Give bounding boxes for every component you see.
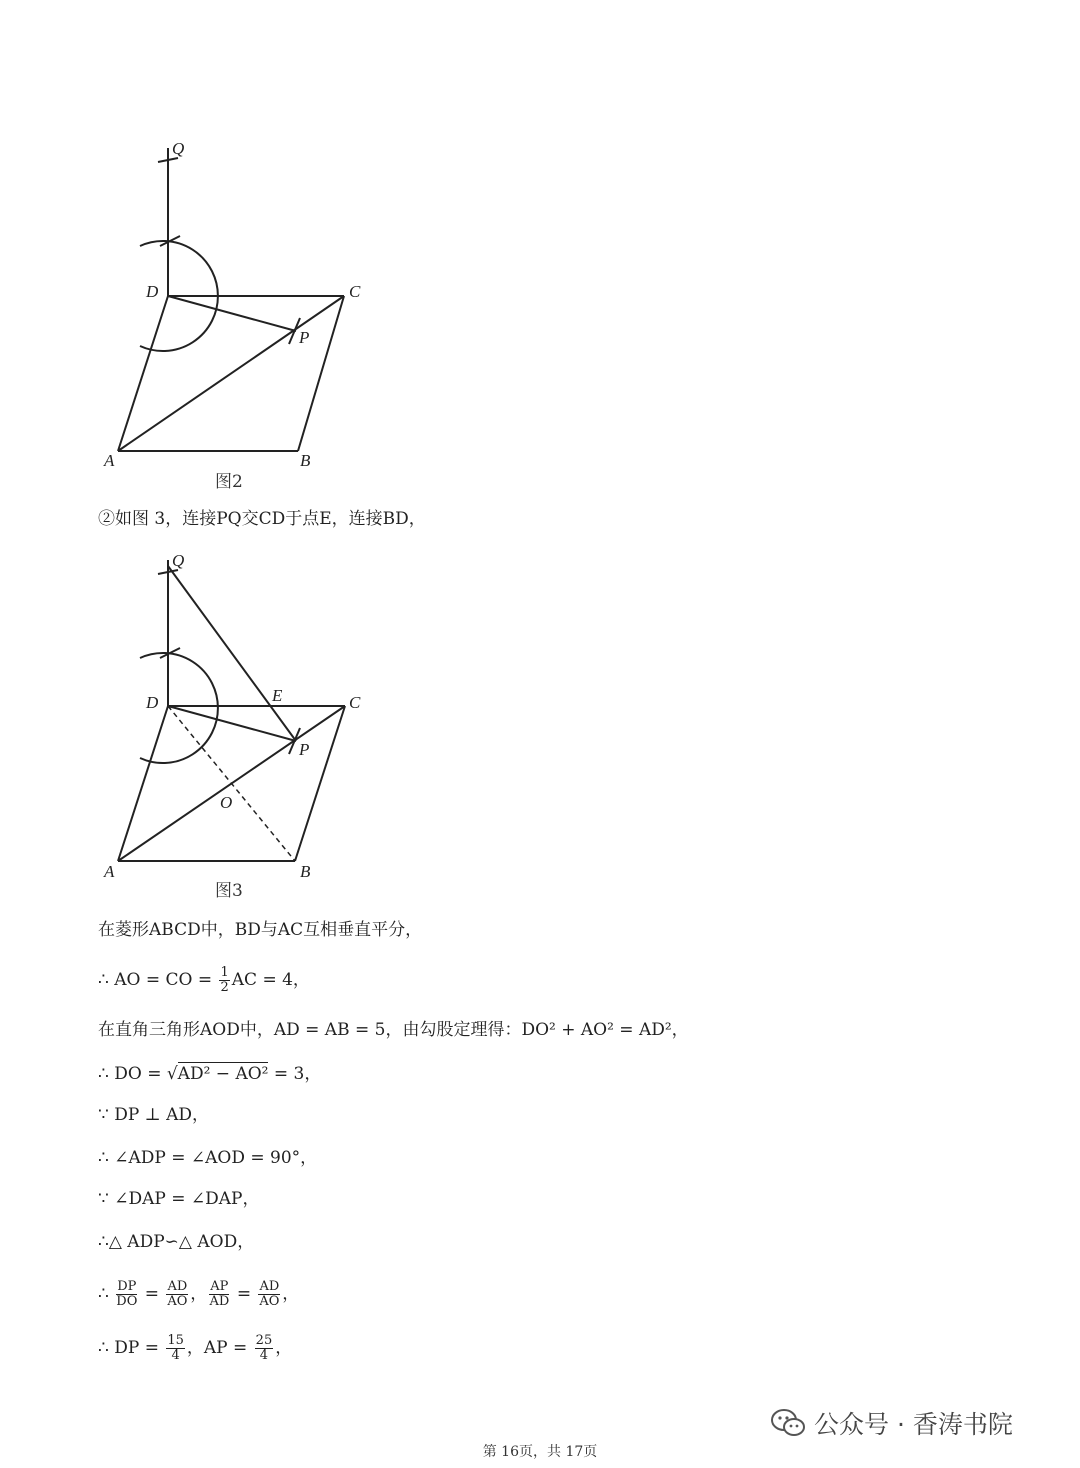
figure-3-caption: 图3 xyxy=(215,881,243,901)
frac-num: DP xyxy=(117,1279,137,1294)
frac-num: AD xyxy=(167,1279,188,1294)
equals: = xyxy=(139,1284,165,1304)
figure-2-caption: 图2 xyxy=(215,472,243,492)
solution-line-4 xyxy=(98,1062,321,1086)
label-b: B xyxy=(300,451,311,470)
frac-25-4 xyxy=(255,1334,274,1363)
label-p: P xyxy=(299,328,310,347)
frac-den: 2 xyxy=(220,980,229,995)
seg-qp xyxy=(168,566,296,741)
l4-post: = 3， xyxy=(268,1064,322,1084)
l2-pre: ∴ AO = CO = xyxy=(98,970,218,990)
frac-ad-ao-2 xyxy=(258,1280,280,1309)
l4-pre: ∴ DO = √ xyxy=(98,1064,178,1084)
frac-den: AD xyxy=(209,1294,230,1309)
step-2-text: ②如图 3，连接PQ交CD于点E，连接BD， xyxy=(98,509,426,529)
radicand: AD² − AO² xyxy=(177,1064,269,1084)
label-e: E xyxy=(272,686,283,705)
frac-num: 15 xyxy=(167,1333,184,1348)
label-o: O xyxy=(220,793,233,812)
diag-bd xyxy=(168,706,295,861)
equals: = xyxy=(231,1284,257,1304)
watermark xyxy=(770,1405,1013,1441)
watermark-text: 公众号 · 香涛书院 xyxy=(814,1410,1013,1439)
label-c: C xyxy=(349,282,361,301)
frac-15-4 xyxy=(166,1334,185,1363)
label-d: D xyxy=(146,693,159,712)
solution-line-1: 在菱形ABCD中，BD与AC互相垂直平分， xyxy=(98,920,423,940)
frac-num: AP xyxy=(210,1279,229,1294)
fraction-half xyxy=(219,966,229,995)
l10-end: ， xyxy=(275,1338,293,1358)
solution-line-9 xyxy=(98,1280,299,1309)
frac-den: AO xyxy=(259,1294,280,1309)
label-c: C xyxy=(349,693,361,712)
frac-dp-do xyxy=(116,1280,137,1309)
frac-den: DO xyxy=(116,1294,138,1309)
l9-end: ， xyxy=(282,1284,300,1304)
solution-line-2 xyxy=(98,966,310,995)
frac-num: 25 xyxy=(255,1333,273,1348)
page-footer: 第 16页，共 17页 xyxy=(482,1444,598,1460)
frac-den: AO xyxy=(167,1294,188,1309)
l10-pre: ∴ DP = xyxy=(98,1338,165,1358)
l9-pre: ∴ xyxy=(98,1284,115,1304)
label-q: Q xyxy=(172,551,185,570)
solution-line-10 xyxy=(98,1334,292,1363)
label-a: A xyxy=(104,862,115,881)
wechat-icon xyxy=(770,1408,806,1438)
label-b: B xyxy=(300,862,311,881)
label-q: Q xyxy=(172,139,185,158)
solution-line-6: ∴ ∠ADP = ∠AOD = 90°， xyxy=(98,1148,318,1168)
separator: ， xyxy=(190,1284,208,1304)
solution-line-3: 在直角三角形AOD中，AD = AB = 5，由勾股定理得：DO² + AO² = AD²， xyxy=(98,1020,689,1040)
solution-line-8: ∴△ ADP∽△ AOD， xyxy=(98,1232,255,1252)
frac-num: 1 xyxy=(220,965,229,980)
label-a: A xyxy=(104,451,115,470)
solution-line-7: ∵ ∠DAP = ∠DAP， xyxy=(98,1189,260,1209)
frac-den: 4 xyxy=(171,1348,180,1363)
l2-post: AC = 4， xyxy=(231,970,310,990)
frac-num: AD xyxy=(259,1279,280,1294)
frac-ap-ad xyxy=(209,1280,229,1309)
frac-ad-ao xyxy=(166,1280,188,1309)
label-d: D xyxy=(146,282,159,301)
label-p: P xyxy=(299,740,310,759)
l10-mid: ，AP = xyxy=(186,1338,253,1358)
frac-den: 4 xyxy=(259,1348,269,1363)
solution-line-5: ∵ DP ⊥ AD， xyxy=(98,1105,209,1125)
